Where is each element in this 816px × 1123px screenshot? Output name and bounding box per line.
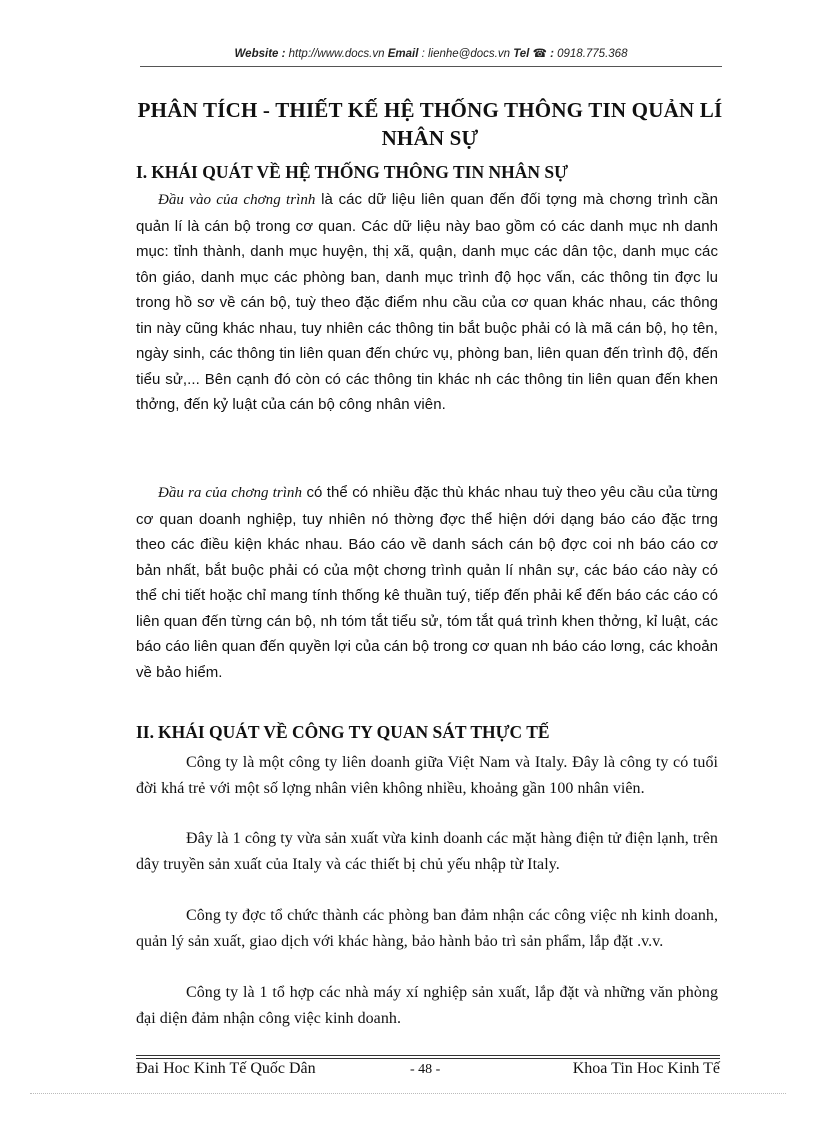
document-title: PHÂN TÍCH - THIẾT KẾ HỆ THỐNG THÔNG TIN QUẢN LÍ NHÂN SỰ [137, 98, 723, 150]
page-header [140, 46, 722, 60]
section-2-number: II. [136, 722, 154, 742]
email-label: Email [387, 48, 419, 60]
page-bottom-dotted-line [30, 1093, 786, 1094]
section-2-paragraph-3: Công ty đợc tổ chức thành các phòng ban đảm nhận các công việc nh kinh doanh, quản lý sản xuất, giao dịch với khác hàng, bảo hành bảo trì sản phẩm, lắp đặt .v.v. [136, 907, 718, 950]
section-1-number: I. [136, 162, 148, 182]
footer-faculty: Khoa Tin Hoc Kinh Tế [572, 1060, 720, 1077]
output-lead-phrase: Đầu ra của chơng trình [158, 485, 303, 501]
website-value: http://www.docs.vn [285, 48, 388, 60]
section-1-paragraph-2 [136, 480, 718, 685]
section-1-paragraph-1 [136, 187, 718, 418]
tel-label: Tel ☎ : [513, 48, 554, 60]
website-label: Website : [234, 48, 286, 60]
email-value: : lienhe@docs.vn [418, 48, 514, 60]
input-lead-phrase: Đầu vào của chơng trình [158, 192, 316, 208]
output-description: có thể có nhiều đặc thù khác nhau tuỳ theo yêu cầu của từng cơ quan doanh nghiệp, tuy nhiên nó thờng đợc thể hiện dới dạng báo cáo đặc trng theo các điều kiện khác nhau. Báo cáo về danh sách cán bộ đợc coi nh báo cáo cơ bản nhất, bắt buộc phải có của một chơng trình quản lí nhân sự, các báo cáo này có thể chi tiết hoặc chỉ mang tính thống kê thuần tuý, tiếp đến phải kể đến báo các cáo có liên quan đến từng cán bộ, nh tóm tắt tiểu sử, tóm tắt quá trình khen thởng, kỉ luật, các báo cáo liên quan đến quyền lợi của cán bộ trong cơ quan nh báo cáo lơng, các khoản về bảo hiểm. [136, 484, 719, 681]
section-2-paragraph-4: Công ty là 1 tổ hợp các nhà máy xí nghiệp sản xuất, lắp đặt và những văn phòng đại diện đảm nhận công việc kinh doanh. [136, 984, 718, 1027]
input-description: là các dữ liệu liên quan đến đối tợng mà chơng trình cần quản lí là cán bộ trong cơ quan. Các dữ liệu này bao gồm có các danh mục nh danh mục: tỉnh thành, danh mục huyện, thị xã, quận, danh mục các dân tộc, danh mục các tôn giáo, danh mục các phòng ban, danh mục trình độ học vấn, các thông tin đợc lu trong hồ sơ về cán bộ, tuỳ theo đặc điểm nhu cầu của cơ quan khác nhau, các thông tin này cũng khác nhau, tuy nhiên các thông tin bắt buộc phải có là mã cán bộ, họ tên, ngày sinh, các thông tin liên quan đến chức vụ, phòng ban, liên quan đến trình độ, đến tiểu sử,... Bên cạnh đó còn có các thông tin khác nh các thông tin liên quan đến khen thởng, đến kỷ luật của cán bộ công nhân viên. [136, 191, 718, 413]
footer-divider-bottom [136, 1058, 720, 1059]
section-1-heading [136, 162, 568, 183]
section-2-paragraph-2: Đây là 1 công ty vừa sản xuất vừa kinh doanh các mặt hàng điện tử điện lạnh, trên dây truyền sản xuất của Italy và các thiết bị chủ yếu nhập từ Italy. [136, 830, 718, 873]
footer-divider-top [136, 1055, 720, 1056]
footer-page-number: - 48 - [410, 1062, 441, 1077]
section-2-heading [136, 722, 550, 743]
section-1-title: KHÁI QUÁT VỀ HỆ THỐNG THÔNG TIN NHÂN SỰ [151, 162, 569, 182]
section-2-paragraph-1: Công ty là một công ty liên doanh giữa Việt Nam và Italy. Đây là công ty có tuổi đời khá trẻ với một số lợng nhân viên không nhiều, khoảng gần 100 nhân viên. [136, 754, 718, 797]
section-2-title: KHÁI QUÁT VỀ CÔNG TY QUAN SÁT THỰC TẾ [158, 722, 550, 742]
footer-university: Đai Hoc Kinh Tế Quốc Dân [136, 1060, 316, 1077]
tel-value: 0918.775.368 [553, 48, 628, 60]
header-divider [140, 66, 722, 67]
